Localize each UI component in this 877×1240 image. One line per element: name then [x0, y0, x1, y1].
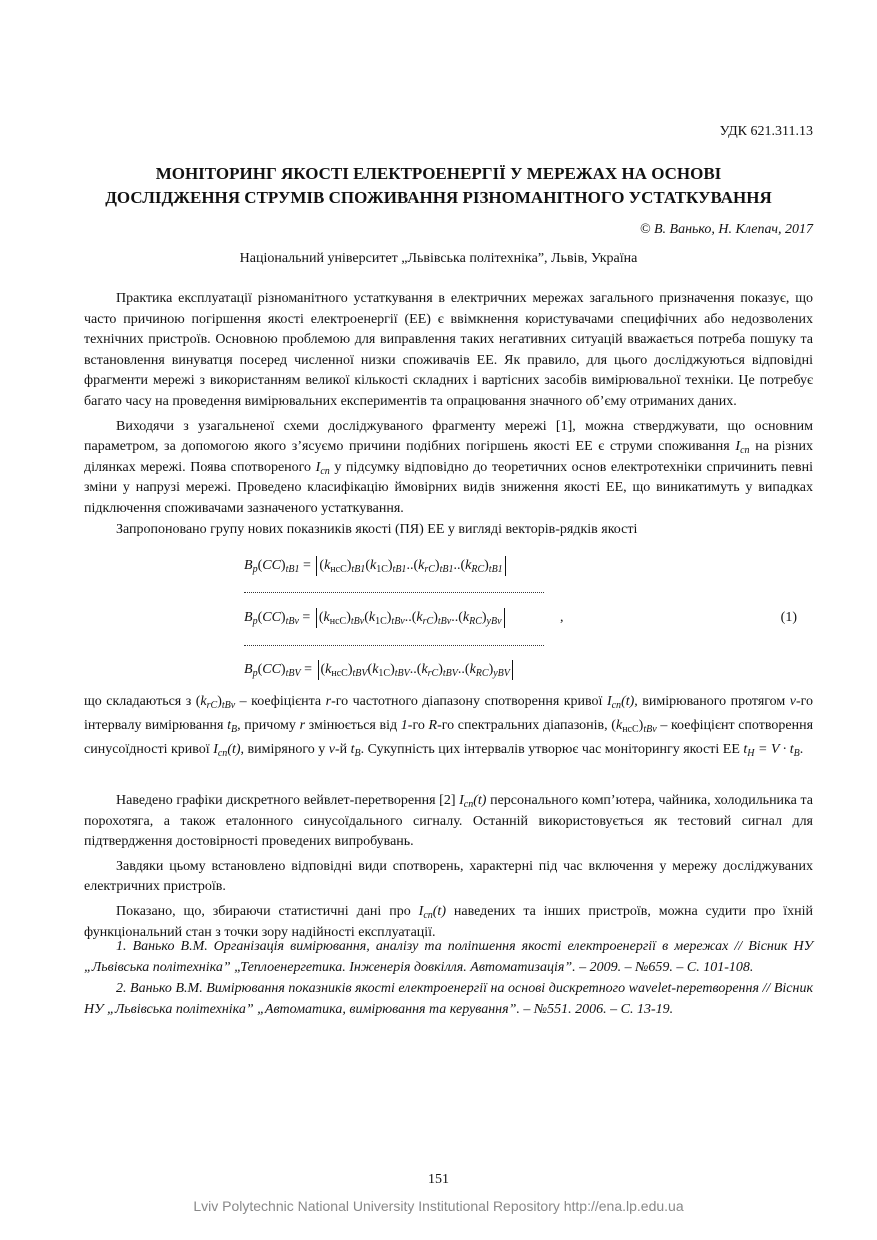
reference-1: 1. Ванько В.М. Організація вимірювання, аналізу та поліпшення якості електроенергії в мережах // Вісник НУ „Львівська політехніка” „Теплоенергетика. Інженерія довкілля. Автоматизація”. – 2009. – №659. – С. 101-108. [84, 939, 813, 975]
udc-code: УДК 621.311.13 [719, 124, 813, 139]
formula-row-2: $B_p(CC)_{tBv} = (k_{нсC})_{tBv}(k_{1C})_{tBv}..(k_{rC})_{tBv}..(k_{RC})_{yBv}$ [244, 608, 507, 628]
paragraph-5: Наведено графіки дискретного вейвлет-перетворення [2] $I_{сп}(t)$ персонального комп’ютера, чайника, холодильника та порохотяга, а також еталонного синусоїдального сигналу. Останній використовується як тестовий сигнал для підтвердження достовірності проведених випробувань. [84, 793, 813, 850]
page-number: 151 [428, 1172, 449, 1187]
paper-title [60, 162, 817, 210]
equation-number: (1) [780, 610, 797, 625]
body-part-3 [84, 791, 813, 943]
paragraph-3: Запропоновано групу нових показників якості (ПЯ) ЕЕ у вигляді векторів-рядків якості [116, 521, 638, 537]
paragraph-7: Показано, що, збираючи статистичні дані про $I_{сп}(t)$ наведених та інших пристроїв, можна судити про їхній функціональний стан з точки зору надійності експлуатації. [84, 903, 814, 940]
reference-2: 2. Ванько В.М. Вимірювання показників якості електроенергії на основі дискретного wavelet-перетворення // Вісник НУ „Львівська політехніка” „Автоматика, вимірювання та керування”. – №551. 2006. – С. 13-19. [84, 981, 813, 1017]
paragraph-4: що складаються з $(k_{rC})_{tBv}$ – коефіцієнта r-го частотного діапазону спотворення кривої $I_{сп}(t)$, вимірюваного протягом v-го інтервалу вимірювання $t_B$, причому r змінюється від 1-го R-го спектральних діапазонів, $(k_{нсC})_{tBv}$ – коефіцієнт спотворення синусоїдності кривої $I_{сп}(t)$, виміряного у v-й $t_B$. Сукупність цих інтервалів утворює час моніторингу якості ЕЕ $t_H = V \cdot t_B$. [84, 694, 814, 759]
body-part-1 [84, 289, 813, 540]
equation-1 [84, 552, 813, 688]
affiliation: Національний університет „Львівська політехніка”, Львів, Україна [239, 251, 638, 266]
repository-footer: Lviv Polytechnic National University Institutional Repository http://ena.lp.edu.ua [193, 1198, 684, 1214]
references [84, 936, 813, 1020]
title-line-1: МОНІТОРИНГ ЯКОСТІ ЕЛЕКТРОЕНЕРГІЇ У МЕРЕЖАХ НА ОСНОВІ [155, 164, 722, 183]
formula-row-3: $B_p(CC)_{tBV} = (k_{нсC})_{tBV}(k_{1C})_{tBV}..(k_{rC})_{tBV}..(k_{RC})_{yBV}$ [244, 660, 515, 680]
formula-dots-2 [244, 645, 544, 646]
paragraph-6: Завдяки цьому встановлено відповідні види спотворень, характерні під час включення у мережу досліджуваних електричних пристроїв. [84, 858, 813, 895]
authors: © В. Ванько, Н. Клепач, 2017 [639, 222, 813, 237]
formula-comma: , [560, 610, 564, 625]
paragraph-2: Виходячи з узагальненої схеми досліджуваного фрагменту мережі [1], можна стверджувати, що основним параметром, за допомогою якого з’ясуємо причини подібних погіршень якості ЕЕ є струми споживання $I_{сп}$ на різних ділянках мережі. Поява спотвореного $I_{сп}$ у підсумку відповідно до теоретичних основ електротехніки спричинить певні зміни у напрузі мережі. Проведено класифікацію ймовірних видів зниження якості ЕЕ, що виникатимуть у випадках підключення споживачами зазначеного устаткування. [84, 418, 813, 516]
paragraph-1: Практика експлуатації різноманітного устаткування в електричних мережах загального призначення показує, що часто причиною погіршення якості електроенергії (ЕЕ) є ввімкнення користувачами специфічних або недозволених технічних пристроїв. Основною проблемою для виправлення таких негативних ситуацій вважається потреба пошуку та встановлення винуватця посеред численної низки споживачів ЕЕ. Як правило, для цього досліджуються відповідні фрагменти мережі з використанням великої кількості складних і вартісних засобів вимірювальної техніки. Це потребує багато часу на проведення вимірювальних експериментів та опрацювання значного об’єму отриманих даних. [84, 291, 813, 409]
body-part-2 [84, 690, 813, 762]
formula-row-1: $B_p(CC)_{tB1} = (k_{нсC})_{tB1}(k_{1C})_{tB1}..(k_{rC})_{tB1}..(k_{RC})_{tB1}$ [244, 556, 508, 576]
title-line-2: ДОСЛІДЖЕННЯ СТРУМІВ СПОЖИВАННЯ РІЗНОМАНІТНОГО УСТАТКУВАННЯ [105, 188, 772, 207]
formula-dots-1 [244, 592, 544, 593]
